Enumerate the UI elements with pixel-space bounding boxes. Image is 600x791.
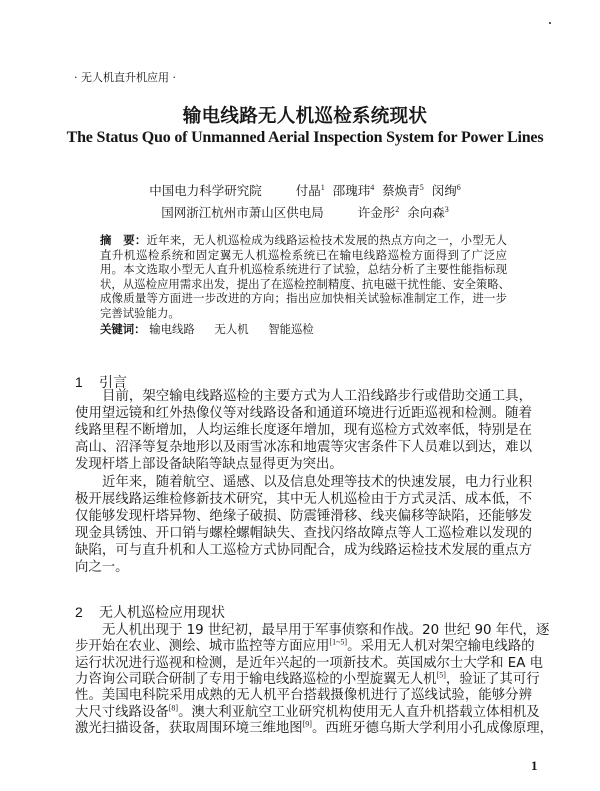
- abstract-line: [100, 262, 507, 276]
- scan-artifact-dot: [549, 22, 551, 24]
- section-title: 引言: [99, 375, 127, 391]
- keywords-label: 关键词：: [100, 322, 146, 336]
- affiliation: 中国电力科学研究院: [149, 183, 262, 198]
- paragraph-line: [102, 622, 550, 639]
- paragraph-line: [75, 687, 532, 704]
- keyword: 输电线路: [149, 322, 195, 336]
- text-run: ，验证了其可行: [445, 671, 540, 687]
- keyword: 智能巡检: [268, 322, 314, 336]
- author-line: [0, 181, 600, 199]
- author-affiliation-number: 1: [320, 182, 325, 192]
- page-number: 1: [531, 758, 538, 773]
- paragraph-line: [75, 491, 532, 508]
- section-number: 1: [75, 374, 83, 390]
- section-title: 无人机巡检应用现状: [99, 605, 225, 621]
- paragraph-line: [75, 542, 532, 559]
- paragraph-line: [75, 670, 540, 688]
- abstract-text: 完善试验能力。: [100, 306, 180, 320]
- title-english: The Status Quo of Unmanned Aerial Inspection System for Power Lines: [66, 129, 544, 146]
- paragraph-line: [102, 388, 532, 405]
- text-run: 现金具锈蚀、开口销与螺栓螺帽缺失、查找闪络故障点等人工巡检难以发现的: [75, 525, 532, 541]
- paragraph-line: [102, 474, 532, 491]
- citation: [1~5]: [329, 637, 348, 647]
- text-run: 运行状况进行巡视和检测，是近年兴起的一项新技术。英国威尔士大学和 EA 电: [75, 655, 544, 671]
- text-run: 高山、沼泽等复杂地形以及雨雪冰冻和地震等灾害条件下人员难以到达，难以: [75, 440, 532, 456]
- paragraph-line: [75, 405, 532, 422]
- author-name: 邵瑰玮: [332, 183, 371, 198]
- author-affiliation-number: 4: [370, 182, 375, 192]
- paragraph-line: [75, 422, 532, 439]
- citation: [5]: [436, 670, 446, 680]
- abstract-text: 直升机巡检系统和固定翼无人机巡检系统已在输电线路巡检方面得到了广泛应: [100, 247, 507, 262]
- text-run: 性。美国电科院采用成熟的无人机平台搭载摄像机进行了巡线试验，能够分辨: [75, 688, 532, 704]
- keywords: [100, 321, 330, 337]
- paragraph-line: [75, 655, 544, 672]
- author-name: 闵绚: [431, 183, 457, 198]
- author-affiliation-number: 6: [456, 182, 461, 192]
- section-heading: [75, 602, 225, 622]
- author-affiliation-number: 3: [444, 204, 449, 214]
- abstract-line: [100, 306, 507, 320]
- abstract-label: 摘 要：: [100, 233, 147, 247]
- abstract-line: [100, 248, 507, 262]
- citation: [8]: [168, 703, 179, 713]
- paragraph-line: [75, 637, 535, 655]
- abstract-text: 近年来，无人机巡检成为线路运检技术发展的热点方向之一，小型无人: [146, 233, 507, 247]
- author-name: 余向森: [407, 205, 445, 220]
- text-run: 无人机出现于 19 世纪初，最早用于军事侦察和作战。20 世纪 90 年代，逐: [102, 623, 550, 638]
- author-affiliation-number: 2: [395, 204, 400, 214]
- paragraph-line: [75, 508, 532, 525]
- abstract-text: 用。本文选取小型无人直升机巡检系统进行了试验，总结分析了主要性能指标现: [100, 262, 507, 277]
- author-affiliation-number: 5: [419, 182, 424, 192]
- abstract-line: [100, 276, 511, 291]
- author-name: 付晶: [295, 183, 321, 198]
- paragraph-line: [75, 456, 532, 473]
- paragraph-line: [75, 525, 532, 542]
- paragraph-line: [75, 559, 532, 576]
- paragraph-line: [75, 719, 553, 737]
- text-run: 步开始在农业、测绘、城市监控等方面应用: [75, 639, 330, 655]
- text-run: 力咨询公司联合研制了专用于输电线路巡检的小型旋翼无人机: [75, 671, 437, 687]
- text-run: 。澳大利亚航空工业研究机构使用无人直升机搭载立体相机及: [178, 704, 540, 720]
- abstract-text: 成像质量等方面进一步改进的方向；指出应加快相关试验标准制定工作，进一步: [100, 291, 507, 306]
- text-run: 近年来，随着航空、遥感、以及信息处理等技术的快速发展，电力行业积: [102, 474, 532, 490]
- text-run: 仅能够发现杆塔异物、绝缘子破损、防震锤滑移、线夹偏移等缺陷，还能够发: [75, 508, 532, 524]
- text-run: 极开展线路运维检修新技术研究，其中无人机巡检由于方式灵活、成本低，不: [75, 491, 532, 507]
- text-run: 激光扫描设备，获取周围环境三维地图: [75, 720, 303, 736]
- abstract-text: 状，从巡检应用需求出发，提出了在巡检控制精度、抗电磁干扰性能、安全策略、: [100, 276, 511, 291]
- abstract-line: [100, 291, 507, 305]
- text-run: 目前，架空输电线路巡检的主要方式为人工沿线路步行或借助交通工具，: [102, 389, 532, 404]
- author-name: 蔡焕青: [382, 183, 420, 198]
- text-run: 。采用无人机对架空输电线路的: [347, 639, 535, 655]
- author-line: [0, 203, 600, 221]
- citation: [9]: [302, 719, 312, 729]
- author-name: 许金彤: [357, 205, 396, 220]
- text-run: 线路里程不断增加，人均运维长度逐年增加，现有巡检方式效率低，特别是在: [75, 423, 532, 439]
- keyword: 无人机: [214, 322, 249, 336]
- abstract-line: [100, 233, 507, 247]
- section-number: 2: [75, 604, 83, 620]
- text-run: 。西班牙德乌斯大学利用小孔成像原理，: [311, 720, 553, 736]
- paragraph-line: [75, 703, 540, 721]
- text-run: 向之一。: [75, 560, 129, 575]
- paragraph-line: [75, 439, 532, 456]
- running-header: · 无人机直升机应用 ·: [74, 71, 176, 84]
- text-run: 发现杆塔上部设备缺陷等缺点显得更为突出。: [75, 457, 343, 473]
- text-run: 缺陷，可与直升机和人工巡检方式协同配合，成为线路运检技术发展的重点方: [75, 542, 532, 558]
- text-run: 使用望远镜和红外热像仪等对线路设备和通道环境进行近距巡视和检测。随着: [75, 406, 532, 422]
- title-chinese: 输电线路无人机巡检系统现状: [182, 106, 428, 127]
- text-run: 大尺寸线路设备: [75, 704, 169, 720]
- affiliation: 国网浙江杭州市萧山区供电局: [161, 205, 324, 220]
